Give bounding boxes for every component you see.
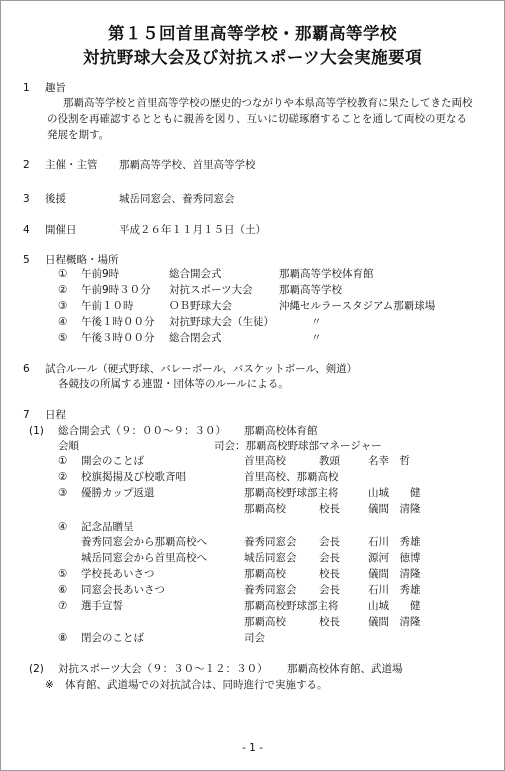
subsection-2-place: 那覇高校体育館、武道場 <box>287 663 403 675</box>
program-item-role: 会長 <box>319 536 340 548</box>
section-5-heading: 日程概略・場所 <box>45 254 119 266</box>
program-item-org: 養秀同窓会 <box>244 536 297 548</box>
program-item-org: 司会 <box>244 632 265 644</box>
schedule-row-mark: ④ <box>58 316 68 328</box>
program-item-person: 石川 秀雄 <box>368 584 421 596</box>
program-item-mark: ② <box>58 471 68 483</box>
program-item-label: 開会のことば <box>81 455 144 467</box>
schedule-row-place: 沖縄セルラースタジアム那覇球場 <box>279 300 436 312</box>
subsection-2-number: (2) <box>29 663 44 675</box>
program-item-org: 養秀同窓会 <box>244 584 297 596</box>
program-item-org: 那覇高校 <box>244 503 286 515</box>
program-item-mark: ① <box>58 455 68 467</box>
section-2-value: 那覇高等学校、首里高等学校 <box>119 159 256 171</box>
program-item-person: 源河 徳博 <box>368 552 421 564</box>
section-1-paragraph-line-2: の役割を再確認するとともに親善を図り、互いに切磋琢磨することを通して両校の更なる <box>47 113 467 125</box>
document-title-line-1: 第１５回首里高等学校・那覇高等学校 <box>108 24 397 43</box>
section-6-heading: 試合ルール（硬式野球、バレーボール、バスケットボール、剣道） <box>45 363 358 375</box>
program-item-role: 教頭 <box>319 455 340 467</box>
program-item-label: 校旗掲揚及び校歌斉唱 <box>81 471 186 483</box>
program-item-mark: ⑤ <box>58 568 68 580</box>
program-item-mark: ③ <box>58 487 68 499</box>
program-item-mark: ⑥ <box>58 584 68 596</box>
program-item-label: 同窓会長あいさつ <box>81 584 165 596</box>
section-1-paragraph-line-1: 那覇高等学校と首里高等学校の歴史的つながりや本県高等学校教育に果たしてきた両校 <box>63 97 473 109</box>
schedule-row-time: 午前9時 <box>81 268 120 280</box>
program-item-mark: ⑦ <box>58 600 68 612</box>
section-6-value: 各競技の所属する連盟・団体等のルールによる。 <box>58 378 289 390</box>
schedule-row-place: 〃 <box>311 332 322 344</box>
subsection-2-heading: 対抗スポーツ大会（９：３０～１２：３０） <box>58 663 268 675</box>
section-5-number: 5 <box>23 254 30 266</box>
schedule-row-mark: ③ <box>58 300 68 312</box>
program-item-person: 儀間 清隆 <box>368 568 421 580</box>
schedule-row-event: 総合開会式 <box>169 268 222 280</box>
program-item-org: 那覇高校野球部主将 <box>244 600 339 612</box>
schedule-row-time: 午後１時００分 <box>81 316 155 328</box>
program-item-label: 優勝カップ返還 <box>81 487 155 499</box>
schedule-row-mark: ⑤ <box>58 332 68 344</box>
program-item-org: 那覇高校野球部主将 <box>244 487 339 499</box>
note-mark: ※ <box>45 679 54 691</box>
document-title-line-2: 対抗野球大会及び対抗スポーツ大会実施要項 <box>82 48 423 67</box>
schedule-row-event: 対抗野球大会（生徒） <box>169 316 274 328</box>
section-2-number: 2 <box>23 159 30 171</box>
program-item-person: 石川 秀雄 <box>368 536 421 548</box>
section-3-value: 城岳同窓会、養秀同窓会 <box>119 193 235 205</box>
program-item-mark: ⑧ <box>58 632 68 644</box>
section-4-heading: 開催日 <box>45 224 77 236</box>
section-1-number: 1 <box>23 82 30 94</box>
schedule-row-event: ＯＢ野球大会 <box>169 300 232 312</box>
section-1-paragraph-line-3: 発展を期す。 <box>47 129 110 141</box>
section-7-number: 7 <box>23 409 30 421</box>
schedule-row-time: 午後３時００分 <box>81 332 155 344</box>
program-item-label: 閉会のことば <box>81 632 144 644</box>
schedule-row-time: 午前１０時 <box>81 300 134 312</box>
section-4-value: 平成２６年１１月１５日（土） <box>119 224 266 236</box>
schedule-row-place: 那覇高等学校体育館 <box>279 268 374 280</box>
program-item-label: 養秀同窓会から那覇高校へ <box>81 536 207 548</box>
program-item-label: 選手宣誓 <box>81 600 123 612</box>
program-item-role: 校長 <box>319 568 340 580</box>
subsection-1-heading: 総合開会式（９：００～９：３０） <box>58 425 226 437</box>
program-item-role: 会長 <box>319 584 340 596</box>
program-item-org: 首里高校、那覇高校 <box>244 471 339 483</box>
program-item-person: 山城 健 <box>368 600 421 612</box>
program-item-person: 名幸 哲 <box>368 455 410 467</box>
program-item-mark: ④ <box>58 521 68 533</box>
section-2-heading: 主催・主管 <box>45 159 98 171</box>
program-item-org: 城岳同窓会 <box>244 552 297 564</box>
program-item-label: 記念品贈呈 <box>81 521 134 533</box>
schedule-row-mark: ② <box>58 284 68 296</box>
program-order-label: 会順 <box>58 440 79 452</box>
section-3-number: 3 <box>23 193 30 205</box>
section-3-heading: 後援 <box>45 193 66 205</box>
schedule-row-mark: ① <box>58 268 68 280</box>
section-4-number: 4 <box>23 224 30 236</box>
program-item-person: 儀間 清隆 <box>368 616 421 628</box>
program-item-org: 那覇高校 <box>244 568 286 580</box>
program-item-person: 儀間 清隆 <box>368 503 421 515</box>
schedule-row-time: 午前9時３０分 <box>81 284 151 296</box>
schedule-row-place: 那覇高等学校 <box>279 284 342 296</box>
page-number: - 1 - <box>242 742 263 754</box>
note-text: 体育館、武道場での対抗試合は、同時進行で実施する。 <box>65 679 328 691</box>
master-of-ceremonies: 司会：那覇高校野球部マネージャー <box>214 440 382 452</box>
subsection-1-place: 那覇高校体育館 <box>244 425 318 437</box>
schedule-row-place: 〃 <box>311 316 322 328</box>
subsection-1-number: (1) <box>29 425 44 437</box>
schedule-row-event: 総合閉会式 <box>169 332 222 344</box>
schedule-row-event: 対抗スポーツ大会 <box>169 284 253 296</box>
section-1-heading: 趣旨 <box>45 82 66 94</box>
program-item-role: 会長 <box>319 552 340 564</box>
section-6-number: 6 <box>23 363 30 375</box>
section-7-heading: 日程 <box>45 409 66 421</box>
program-item-role: 校長 <box>319 616 340 628</box>
program-item-label: 城岳同窓会から首里高校へ <box>81 552 207 564</box>
program-item-org: 那覇高校 <box>244 616 286 628</box>
program-item-person: 山城 健 <box>368 487 421 499</box>
program-item-label: 学校長あいさつ <box>81 568 155 580</box>
program-item-org: 首里高校 <box>244 455 286 467</box>
program-item-role: 校長 <box>319 503 340 515</box>
